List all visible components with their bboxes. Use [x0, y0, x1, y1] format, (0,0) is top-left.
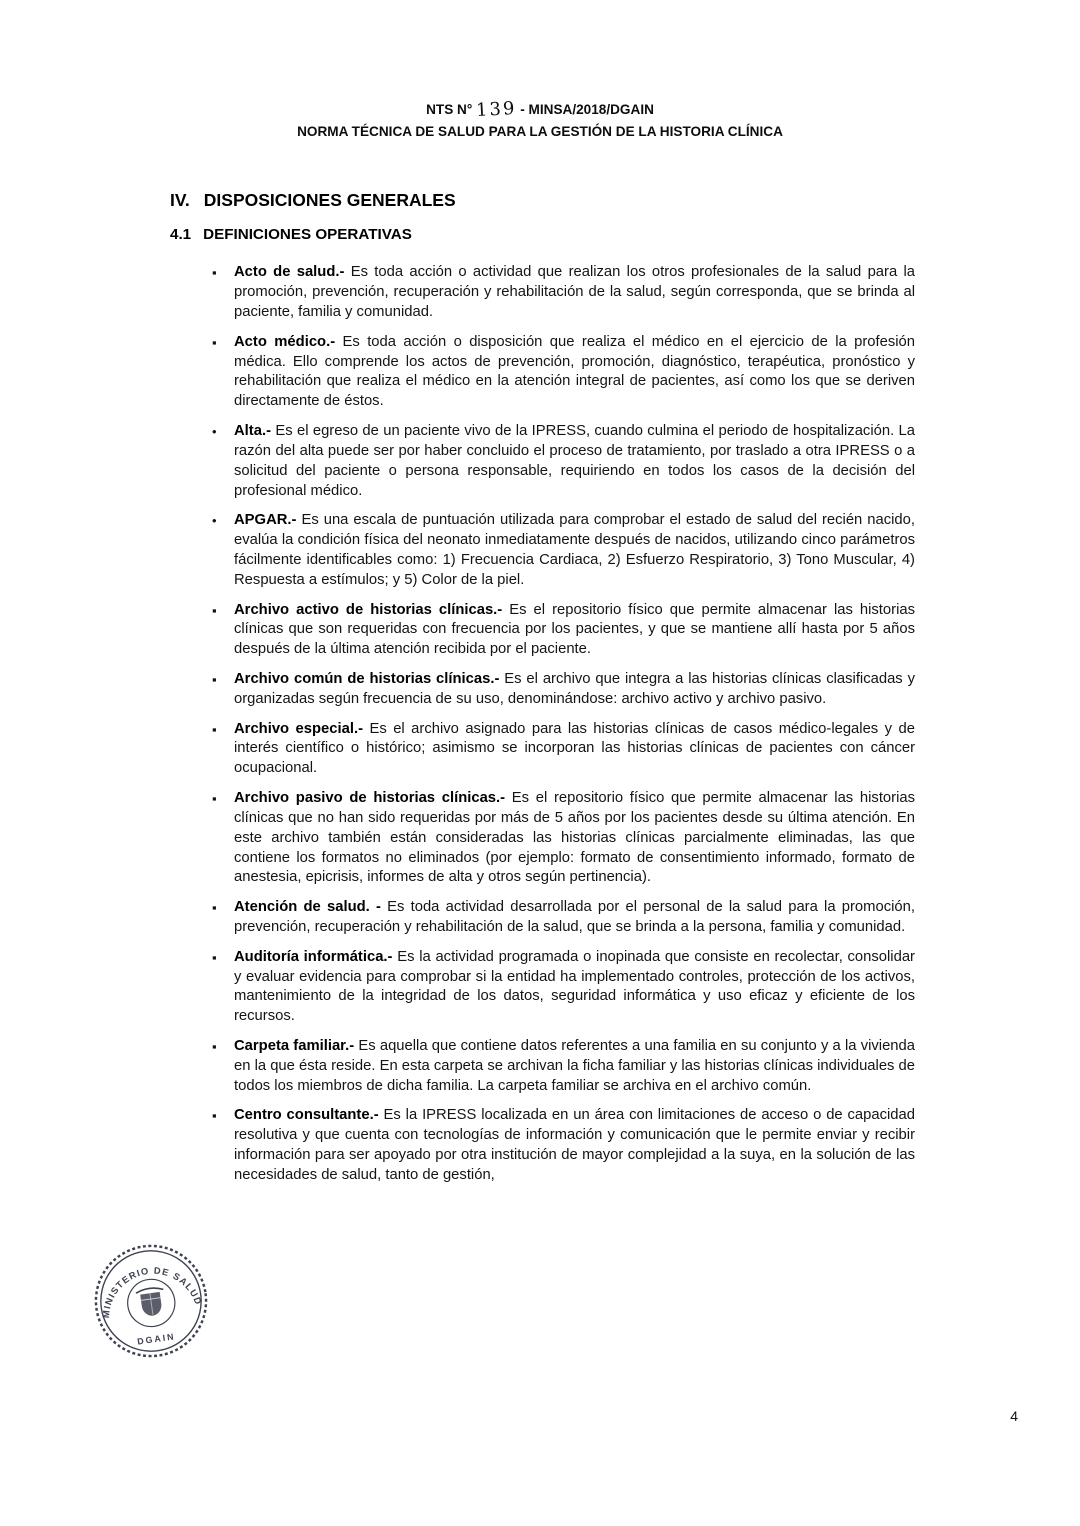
- definition-body: [234, 601, 915, 660]
- definition-text: Es el archivo que integra a las historias clínicas clasificadas y organizadas según frecuencia de su uso, denominándose: archivo activo y archivo pasivo.: [234, 671, 915, 707]
- bullet-icon: ▪: [212, 602, 217, 618]
- definition-term: Centro consultante.-: [234, 1107, 379, 1124]
- definition-term: Archivo pasivo de historias clínicas.-: [234, 790, 506, 807]
- bullet-icon: ▪: [212, 949, 217, 965]
- definition-text: Es el repositorio físico que permite almacenar las historias clínicas que no han sido requeridas por más de 5 años por los pacientes desde su última atención. En este archivo también están consideradas las historias clínicas parcialmente eliminadas, las que contiene los formatos no eliminados (por ejemplo: formato de consentimiento informado, formato de anestesia, epicrisis, informes de alta y otros según pertinencia).: [234, 790, 915, 886]
- definitions-list: [212, 263, 915, 1185]
- definition-text: Es la actividad programada o inopinada que consiste en recolectar, consolidar y evaluar evidencia para comprobar si la entidad ha implementado controles, protección de los activos, mantenimiento de la integridad de los datos, seguridad informática y uso eficaz y eficiente de los recursos.: [234, 948, 915, 1025]
- definition-body: [234, 670, 915, 710]
- subsection-title: DEFINICIONES OPERATIVAS: [203, 226, 412, 244]
- ministry-seal: [84, 1234, 217, 1367]
- page-number: 4: [1010, 1408, 1018, 1424]
- bullet-icon: ▪: [212, 1108, 217, 1124]
- definition-text: Es el repositorio físico que permite almacenar las historias clínicas que son requeridas con frecuencia por los pacientes, y que se mantiene allí hasta por 5 años después de la última atención recibida por el paciente.: [234, 601, 915, 658]
- definition-text: Es toda acción o disposición que realiza el médico en el ejercicio de la profesión médica. Ello comprende los actos de prevención, promoción, diagnóstico, terapéutica, pronóstico y rehabilitación que realiza el médico en la atención integral de pacientes, así como los que se deriven directamente de éstos.: [234, 333, 915, 410]
- definition-body: [234, 720, 915, 779]
- definition-item: [212, 422, 915, 501]
- definition-item: [212, 333, 915, 412]
- document-title: NORMA TÉCNICA DE SALUD PARA LA GESTIÓN DE LA HISTORIA CLÍNICA: [297, 124, 783, 139]
- definition-term: Carpeta familiar.-: [234, 1038, 355, 1055]
- definition-body: [234, 948, 915, 1027]
- definition-term: Acto de salud.-: [234, 264, 345, 281]
- definition-body: [234, 789, 915, 888]
- section-heading: [170, 190, 1080, 211]
- definition-body: [234, 1037, 915, 1096]
- definition-text: Es la IPRESS localizada en un área con limitaciones de acceso o de capacidad resolutiva y que cuenta con tecnologías de información y comunicación que le permite enviar y recibir información para ser apoyado por otra institución de mayor complejidad a la suya, en la solución de las necesidades de salud, tanto de gestión,: [234, 1107, 915, 1183]
- bullet-icon: •: [212, 424, 217, 440]
- bullet-icon: •: [212, 513, 217, 529]
- definition-body: [234, 1106, 915, 1185]
- definition-term: Archivo activo de historias clínicas.-: [234, 601, 503, 618]
- definition-item: [212, 511, 915, 590]
- bullet-icon: ▪: [212, 721, 217, 737]
- bullet-icon: ▪: [212, 1039, 217, 1055]
- definition-item: [212, 898, 915, 938]
- bullet-icon: ▪: [212, 900, 217, 916]
- seal-top-text: MINISTERIO DE SALUD: [100, 1265, 204, 1319]
- definition-item: [212, 948, 915, 1027]
- header-nts-line: [0, 95, 1080, 122]
- definition-item: [212, 1106, 915, 1185]
- definition-text: Es aquella que contiene datos referentes a una familia en su conjunto y a la vivienda en la que ésta reside. En esta carpeta se archivan la ficha familiar y las historias clínicas individuales de todos los miembros de dicha familia. La carpeta familiar se archiva en el archivo común.: [234, 1038, 916, 1094]
- nts-prefix: NTS N°: [426, 102, 473, 117]
- seal-bottom-text: DGAIN: [136, 1331, 177, 1347]
- section-title: DISPOSICIONES GENERALES: [203, 190, 456, 211]
- definition-item: [212, 789, 915, 888]
- definition-term: APGAR.-: [234, 512, 297, 529]
- definition-item: [212, 1037, 915, 1096]
- definition-text: Es el egreso de un paciente vivo de la IPRESS, cuando culmina el periodo de hospitalización. La razón del alta puede ser por haber concluido el proceso de tratamiento, por traslado a otra IPRESS o a solicitud del paciente o persona responsable, requiriendo en todos los casos de la decisión del profesional médico.: [234, 423, 915, 499]
- definition-item: [212, 670, 915, 710]
- definition-item: [212, 720, 915, 779]
- bullet-icon: ▪: [212, 265, 217, 281]
- seal-coat-of-arms: [136, 1286, 167, 1317]
- definition-term: Atención de salud. -: [234, 899, 381, 916]
- definition-body: [234, 263, 915, 322]
- bullet-icon: ▪: [212, 334, 217, 350]
- bullet-icon: ▪: [212, 791, 217, 807]
- definition-item: [212, 263, 915, 322]
- definition-term: Archivo común de historias clínicas.-: [234, 671, 500, 688]
- nts-suffix: - MINSA/2018/DGAIN: [520, 102, 654, 117]
- definition-body: [234, 422, 915, 501]
- handwritten-number: 139: [475, 97, 518, 122]
- definition-body: [234, 333, 915, 412]
- definition-body: [234, 511, 915, 590]
- definition-term: Auditoría informática.-: [234, 948, 393, 965]
- bullet-icon: ▪: [212, 672, 217, 688]
- definition-text: Es una escala de puntuación utilizada para comprobar el estado de salud del recién nacido, evalúa la condición física del neonato inmediatamente después de nacidos, utilizando cinco parámetros fácilmente identificables como: 1) Frecuencia Cardiaca, 2) Esfuerzo Respiratorio, 3) Tono Muscular, 4) Respuesta a estímulos; y 5) Color de la piel.: [234, 512, 915, 588]
- section-number: IV.: [170, 190, 190, 211]
- document-header: [0, 0, 1080, 142]
- definition-text: Es toda acción o actividad que realizan los otros profesionales de la salud para la promoción, prevención, recuperación y rehabilitación de la salud, según corresponda, que se brinda al paciente, familia y comunidad.: [234, 264, 915, 321]
- definition-term: Archivo especial.-: [234, 720, 363, 737]
- definition-text: Es el archivo asignado para las historias clínicas de casos médico-legales y de interés científico o histórico; asimismo se incorporan las historias clínicas de pacientes con cáncer ocupacional.: [234, 720, 915, 777]
- definition-term: Alta.-: [234, 423, 271, 440]
- definition-term: Acto médico.-: [234, 333, 336, 350]
- definition-body: [234, 898, 915, 938]
- definition-item: [212, 601, 915, 660]
- subsection-heading: [170, 226, 1080, 243]
- definition-text: Es toda actividad desarrollada por el personal de la salud para la promoción, prevención, recuperación y rehabilitación de la salud, que se brinda a la persona, familia y comunidad.: [234, 899, 915, 935]
- subsection-number: 4.1: [170, 226, 192, 244]
